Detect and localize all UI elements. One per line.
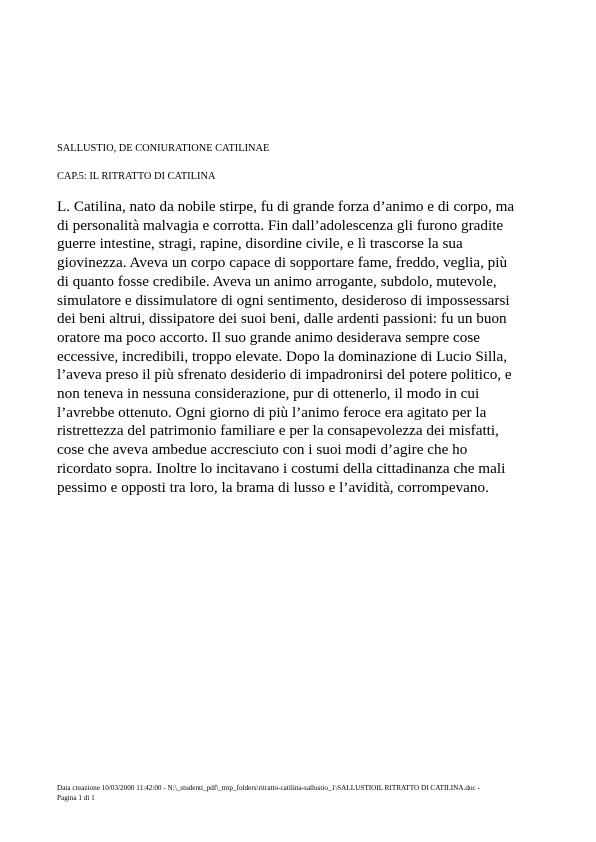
body-line: cose che aveva ambedue accresciuto con i suoi modi d’agire che ho — [57, 441, 468, 459]
body-line: l’avrebbe ottenuto. Ogni giorno di più l’animo feroce era agitato per la — [57, 403, 487, 421]
chapter-heading: CAP.5: IL RITRATTO DI CATILINA — [57, 171, 216, 182]
body-line: ristrettezza del patrimonio familiare e per la consapevolezza dei misfatti, — [57, 422, 499, 440]
footer-page-number: Pagina 1 di 1 — [57, 794, 95, 802]
document-title: SALLUSTIO, DE CONIURATIONE CATILINAE — [57, 143, 270, 154]
body-line: l’aveva preso il più sfrenato desiderio di impadronirsi del potere politico, e — [57, 366, 512, 384]
body-line: eccessive, incredibili, troppo elevate. Dopo la dominazione di Lucio Silla, — [57, 347, 508, 365]
body-line: giovinezza. Aveva un corpo capace di sopportare fame, freddo, veglia, più — [57, 254, 508, 272]
body-line: pessimo e opposti tra loro, la brama di lusso e l’avidità, corrompevano. — [57, 478, 489, 496]
body-line: L. Catilina, nato da nobile stirpe, fu di grande forza d’animo e di corpo, ma — [57, 198, 515, 215]
body-line: di quanto fosse credibile. Aveva un animo arrogante, subdolo, mutevole, — [57, 272, 497, 290]
body-line: simulatore e dissimulatore di ogni sentimento, desideroso di impossessarsi — [57, 291, 510, 309]
body-line: dei beni altrui, dissipatore dei suoi beni, dalle ardenti passioni: fu un buon — [57, 310, 507, 328]
body-line: guerre intestine, stragi, rapine, disordine civile, e lì trascorse la sua — [57, 235, 463, 253]
body-line: ricordato sopra. Inoltre lo incitavano i costumi della cittadinanza che mali — [57, 459, 506, 477]
page-footer — [57, 783, 547, 803]
footer-file-info: Data creazione 10/03/2000 11:42:00 - N:\_studenti_pdf\_tmp_folders\ritratto-catilina-sallustio_1\SALLUSTIOIL RITRATTO DI CATILINA.doc - — [57, 784, 480, 792]
body-line: di personalità malvagia e corrotta. Fin dall’adolescenza gli furono gradite — [57, 216, 504, 234]
body-line: non teneva in nessuna considerazione, pur di ottenerlo, il modo in cui — [57, 385, 480, 403]
body-line: oratore ma poco accorto. Il suo grande animo desiderava sempre cose — [57, 328, 480, 346]
body-paragraph — [57, 198, 547, 497]
